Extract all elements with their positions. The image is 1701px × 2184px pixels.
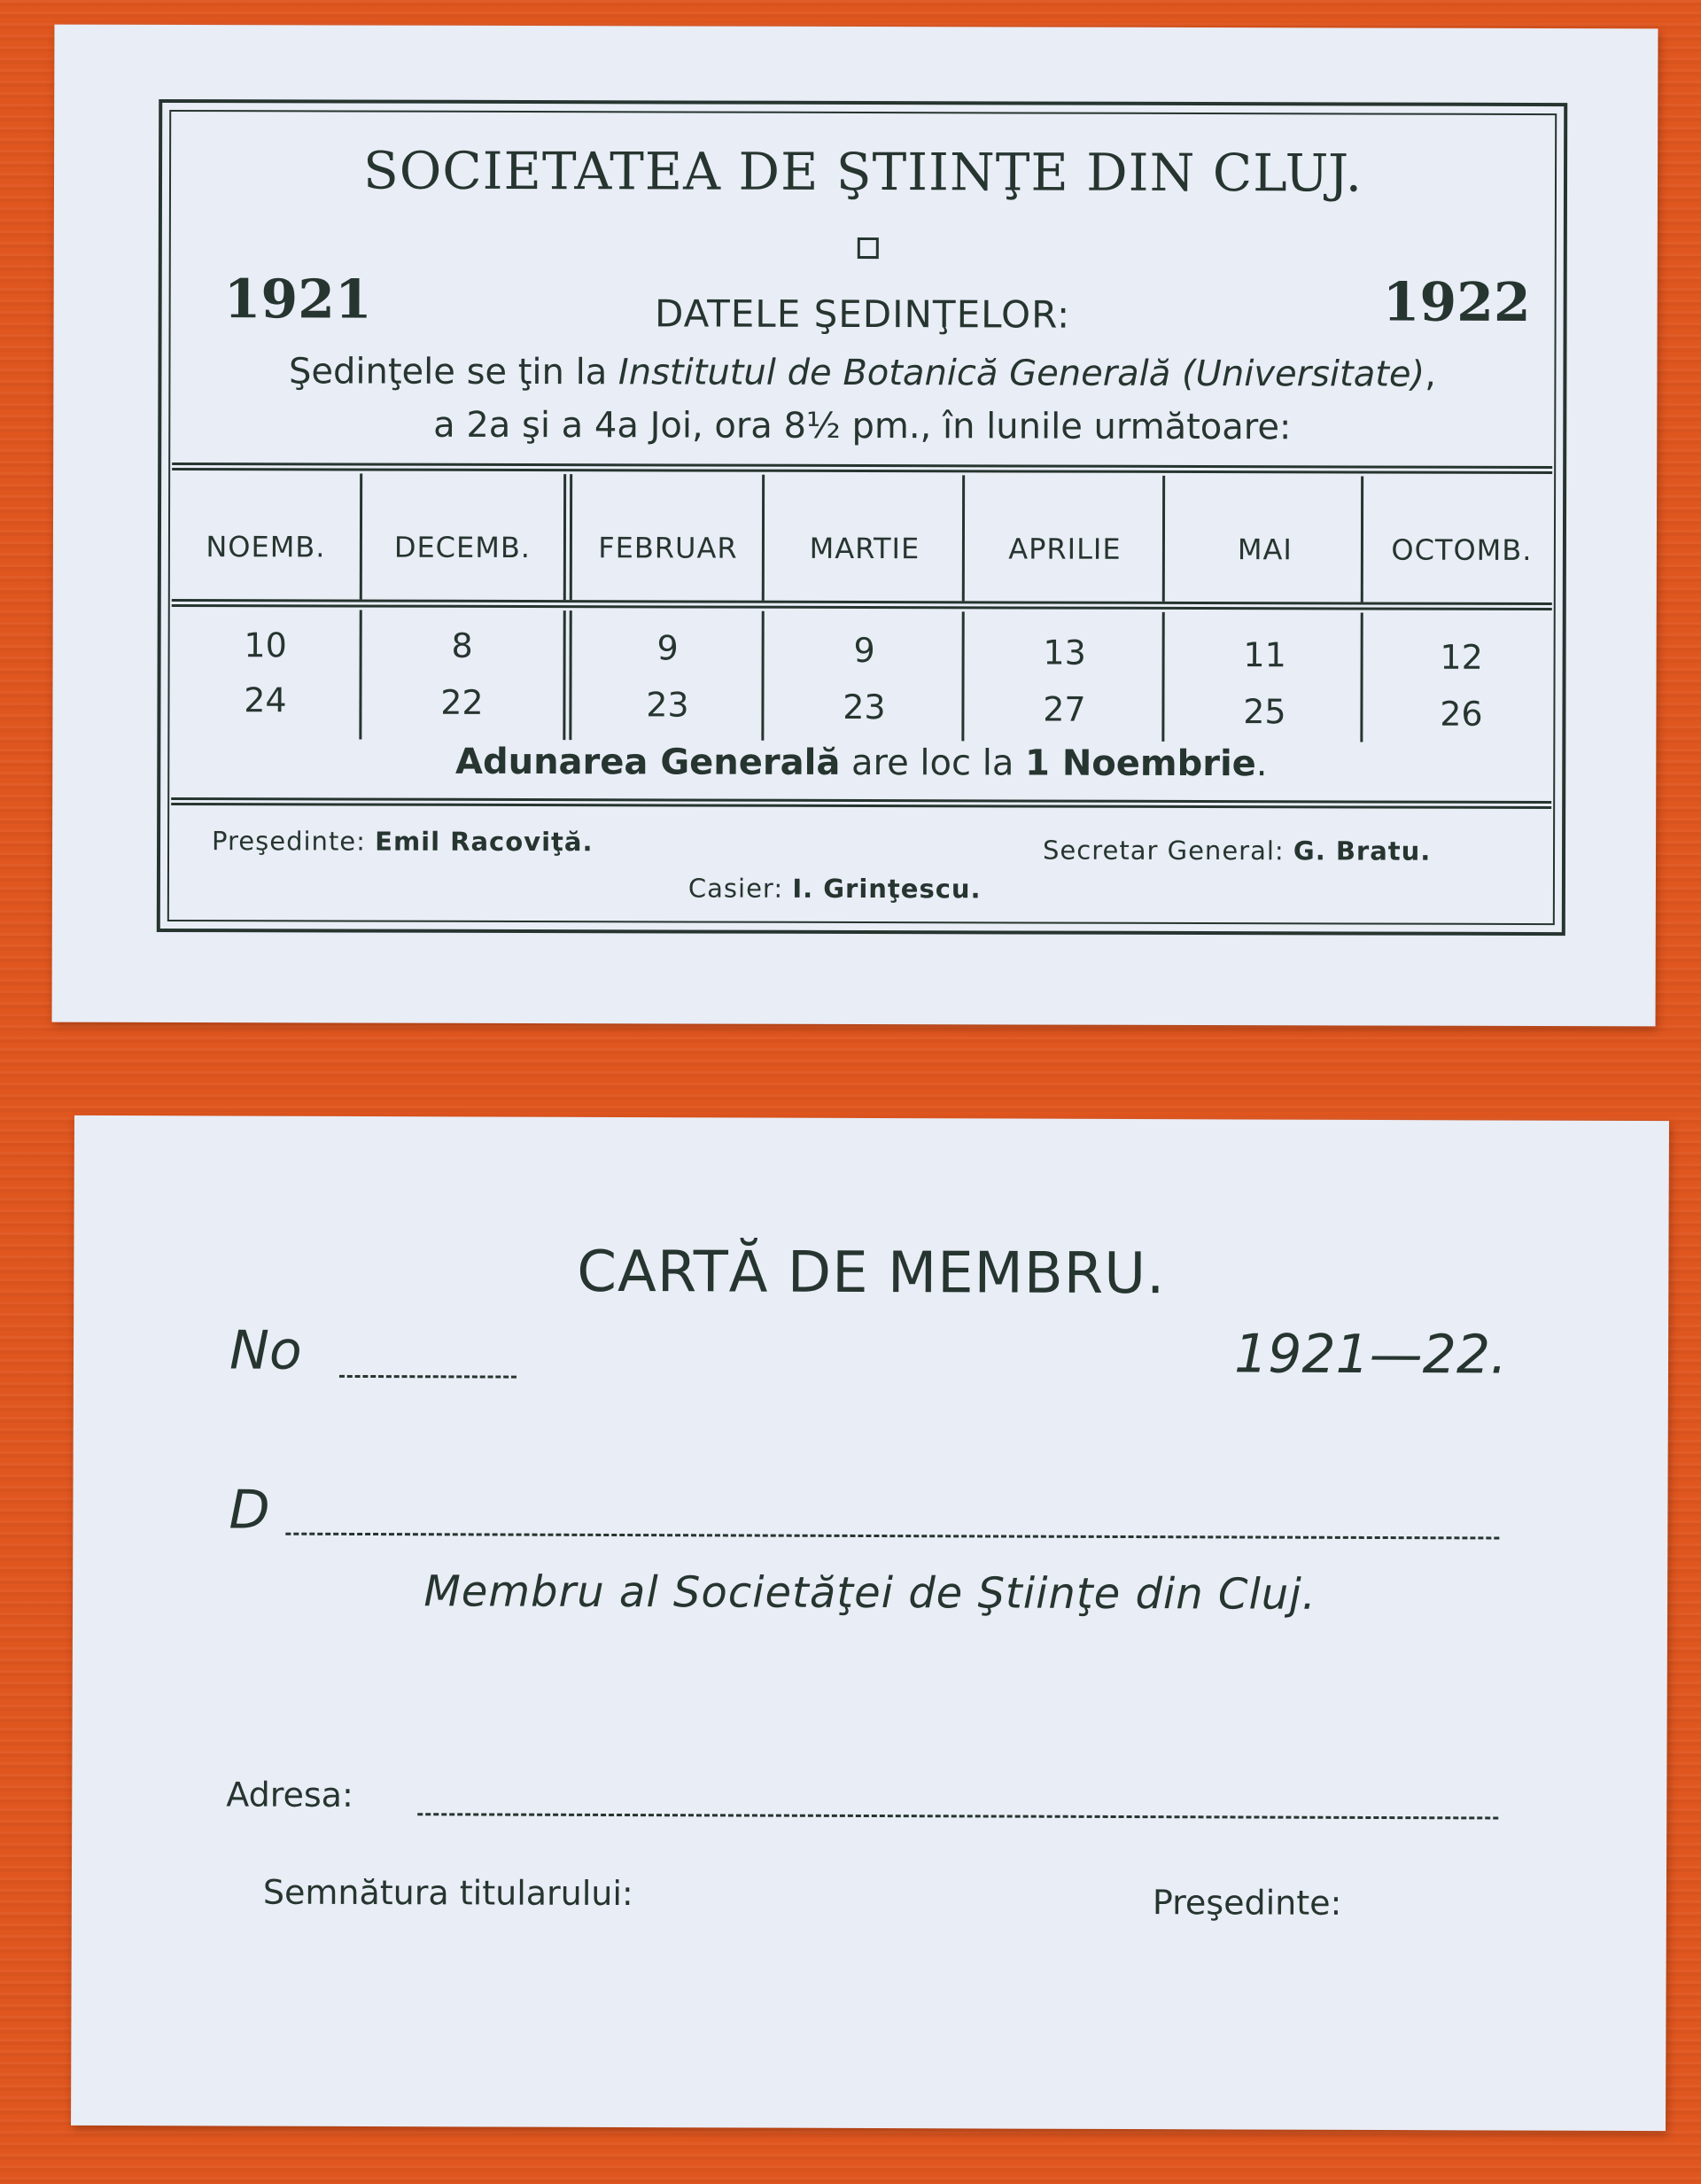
president-signature-label: Preşedinte: xyxy=(1152,1883,1342,1923)
treasurer-label: Casier: xyxy=(687,873,793,904)
president-label: Preşedinte: xyxy=(212,826,376,857)
card-number-label: No xyxy=(229,1319,302,1382)
meeting-date: 24 xyxy=(244,680,287,720)
meeting-location-line xyxy=(168,351,1556,395)
column-divider xyxy=(1162,476,1165,602)
secretary-label: Secretar General: xyxy=(1042,835,1293,867)
location-prefix: Şedinţele se ţin la xyxy=(288,351,619,393)
meeting-date: 26 xyxy=(1440,694,1483,734)
column-divider xyxy=(563,610,565,740)
secretary-line xyxy=(1043,836,1431,867)
month-header: OCTOMB. xyxy=(1391,532,1533,568)
year-right: 1922 xyxy=(1382,271,1531,334)
meeting-dates-heading: DATELE ŞEDINŢELOR: xyxy=(655,291,1071,337)
location-suffix: , xyxy=(1425,354,1436,395)
meeting-date: 22 xyxy=(440,682,484,722)
card-number-field xyxy=(339,1375,517,1379)
assembly-text: are loc la xyxy=(840,742,1026,784)
meeting-date: 12 xyxy=(1440,637,1483,677)
meeting-date: 9 xyxy=(853,630,875,671)
meeting-date: 13 xyxy=(1043,633,1086,672)
column-divider xyxy=(962,475,965,601)
meeting-date: 27 xyxy=(1043,689,1086,729)
address-field xyxy=(417,1813,1498,1819)
member-name-prefix: D xyxy=(229,1479,270,1542)
signature-label: Semnătura titularului: xyxy=(262,1872,633,1914)
assembly-end: . xyxy=(1255,743,1268,785)
meeting-date: 8 xyxy=(451,626,473,665)
assembly-date: 1 Noembrie xyxy=(1025,742,1256,785)
month-header: DECEMB. xyxy=(393,530,532,565)
assembly-label: Adunarea Generală xyxy=(454,741,841,783)
month-header: APRILIE xyxy=(1008,532,1122,566)
meeting-dates-card xyxy=(52,25,1658,1027)
month-header: MARTIE xyxy=(809,531,920,566)
month-header: MAI xyxy=(1237,532,1293,567)
year-left: 1921 xyxy=(223,268,372,331)
column-divider xyxy=(961,611,964,741)
membership-card xyxy=(71,1115,1669,2131)
ornament-square xyxy=(858,237,879,259)
president-line xyxy=(212,826,594,857)
meeting-date: 10 xyxy=(244,626,287,665)
general-assembly-note xyxy=(167,741,1555,785)
meeting-date: 25 xyxy=(1243,692,1286,732)
treasurer-name: I. Grinţescu. xyxy=(792,873,982,905)
meeting-date: 9 xyxy=(656,628,679,668)
column-divider xyxy=(563,474,566,600)
treasurer-line xyxy=(688,874,982,905)
meeting-date: 11 xyxy=(1243,635,1286,675)
member-name-field xyxy=(285,1533,1499,1540)
membership-card-title: CARTĂ DE MEMBRU. xyxy=(577,1239,1166,1308)
month-header: NOEMB. xyxy=(206,530,326,564)
meeting-date: 23 xyxy=(843,687,886,727)
location-institute: Institutul de Botanică Generală (Universitate) xyxy=(617,352,1425,395)
address-label: Adresa: xyxy=(226,1775,353,1815)
secretary-name: G. Bratu. xyxy=(1293,836,1432,867)
president-name: Emil Racoviţă. xyxy=(375,826,594,858)
month-header: FEBRUAR xyxy=(598,531,738,565)
membership-year: 1921—22. xyxy=(1233,1323,1508,1387)
member-description: Membru al Societăţei de Ştiinţe din Cluj. xyxy=(423,1566,1317,1620)
meeting-date: 23 xyxy=(646,685,689,725)
column-divider xyxy=(1161,612,1164,742)
society-title: SOCIETATEA DE ŞTIINŢE DIN CLUJ. xyxy=(362,140,1363,204)
meeting-schedule-line: a 2a şi a 4a Joi, ora 8½ pm., în lunile următoare: xyxy=(433,404,1292,448)
